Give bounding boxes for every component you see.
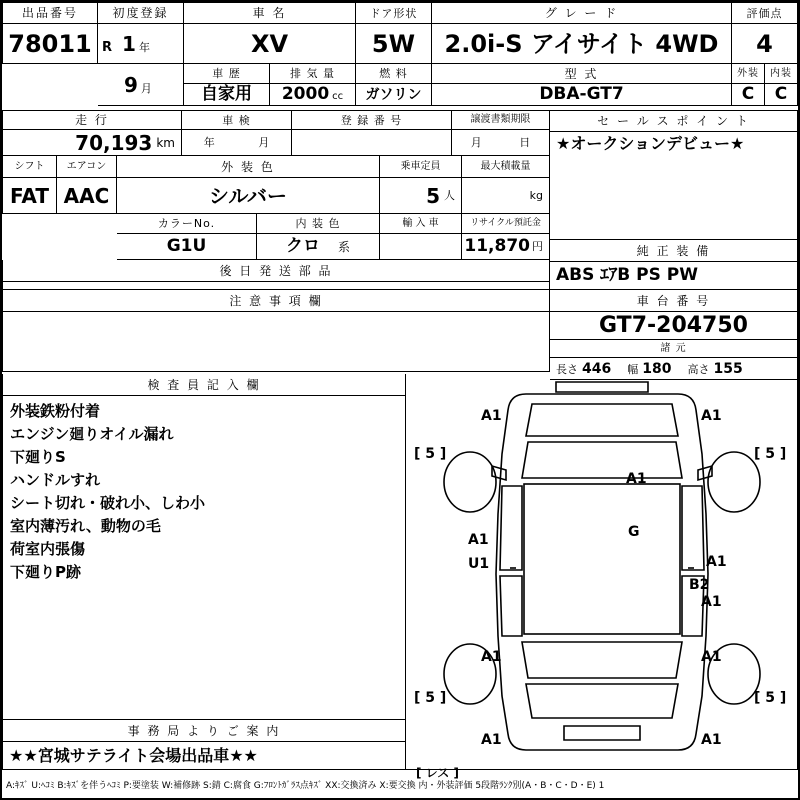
mileage-unit: km [156, 135, 175, 150]
diagram-label-3: [ 5 ] [754, 446, 787, 462]
grade-value: 2.0i-S アイサイト 4WD [444, 29, 719, 58]
model-code-value: DBA-GT7 [539, 84, 624, 104]
office-value-cell [2, 742, 406, 770]
inspector-notes-line-4: シート切れ・破れ小、しわ小 [10, 494, 206, 512]
mileage-value: 70,193 [75, 130, 153, 155]
mileage-label: 走 行 [75, 113, 109, 127]
diagram-label-5: A1 [468, 532, 489, 548]
color-number-value: G1U [166, 236, 207, 256]
inspector-notes-line-3: ハンドルすれ [10, 471, 101, 489]
inspector-notes-line-0: 外装鉄粉付着 [10, 402, 101, 420]
sales-point-label: セ ー ル ス ポ イ ン ト [597, 114, 750, 128]
inspector-notes-line-6: 荷室内張傷 [10, 540, 86, 558]
door-type-label: ドア形状 [369, 6, 418, 20]
interior-color-label-cell [257, 214, 380, 234]
diagram-label-15: A1 [481, 732, 502, 748]
displacement-unit: cc [332, 91, 344, 102]
reg-era: R [102, 39, 113, 55]
equipment-label: 純 正 装 備 [636, 243, 711, 258]
chassis-label: 車 台 番 号 [636, 293, 711, 308]
inspector-notes-line-1: エンジン廻りオイル漏れ [10, 425, 174, 443]
reg-year-unit: 年 [138, 40, 150, 54]
seats-label-cell [380, 156, 462, 178]
shift-label-cell [2, 156, 57, 178]
car-name-label: 車 名 [252, 6, 287, 20]
color-number-label: カラーNo. [157, 217, 216, 230]
diagram-label-2: [ 5 ] [414, 446, 447, 462]
import-label: 輸 入 車 [402, 217, 439, 229]
mileage-value-cell [2, 130, 182, 156]
car-name-label-cell [184, 2, 356, 24]
sales-point-value-cell [550, 132, 798, 240]
shift-value-cell [2, 178, 57, 214]
grade-label: グ レ ー ド [544, 6, 619, 20]
car-damage-diagram [406, 374, 798, 770]
grade-label-cell [432, 2, 732, 24]
color-number-value-cell [117, 234, 257, 260]
diagram-label-7: G [628, 524, 640, 540]
width-label: 幅 [627, 362, 639, 376]
door-type-value: 5W [371, 29, 416, 58]
equipment-value-cell [550, 262, 798, 290]
recycle-label-cell [462, 214, 550, 234]
model-code-label-cell [432, 64, 732, 84]
chassis-value-cell [550, 312, 798, 340]
import-label-cell [380, 214, 462, 234]
seats-label: 乗車定員 [400, 160, 441, 172]
diagram-label-9: B2 [689, 577, 710, 593]
inspector-label: 検 査 員 記 入 欄 [147, 377, 261, 392]
diagram-label-16: A1 [701, 732, 722, 748]
diagram-label-1: A1 [701, 408, 722, 424]
shaken-year-unit: 年 [203, 136, 215, 149]
reg-month-value: 9 [124, 72, 138, 97]
interior-grade-label-cell [765, 64, 798, 84]
later-parts-value-cell [2, 282, 550, 290]
displacement-label: 排 気 量 [290, 67, 335, 80]
interior-color-value-cell [257, 234, 380, 260]
recycle-value-cell [462, 234, 550, 260]
aircon-label-cell [57, 156, 117, 178]
lot-number-label-cell [2, 2, 98, 24]
history-value-cell [184, 84, 270, 106]
interior-color-suffix: 系 [337, 239, 350, 254]
diagram-label-8: A1 [706, 554, 727, 570]
length-value: 446 [582, 360, 612, 377]
interior-color-value: クロ [285, 236, 320, 256]
exterior-color-value-cell [117, 178, 380, 214]
score-value: 4 [756, 29, 773, 58]
sales-point-value: ★オークションデビュー★ [556, 134, 745, 153]
transfer-month-unit: 月 [470, 136, 482, 149]
length-label: 長さ [556, 362, 578, 376]
inspector-notes-line-7: 下廻りP跡 [10, 563, 81, 581]
width-value: 180 [642, 360, 672, 377]
fuel-label: 燃 料 [379, 67, 408, 80]
exterior-grade-value-cell [732, 84, 765, 106]
caution-label: 注 意 事 項 欄 [229, 293, 323, 308]
reg-month-cell [98, 64, 184, 106]
aircon-value: AAC [63, 183, 110, 208]
chassis-value: GT7-204750 [599, 312, 748, 338]
model-code-value-cell [432, 84, 732, 106]
office-label: 事 務 局 よ り ご 案 内 [127, 723, 281, 738]
seats-value-cell [380, 178, 462, 214]
lot-number-value: 78011 [8, 29, 92, 58]
office-value: ★★宮城サテライト会場出品車★★ [9, 745, 258, 765]
plate-value-cell [292, 130, 452, 156]
car-name-value: XV [250, 29, 289, 58]
reg-year-value: 1 [122, 31, 136, 56]
interior-grade-label: 内装 [770, 67, 792, 79]
exterior-grade-label: 外装 [737, 67, 759, 79]
inspector-notes-line-2: 下廻りS [10, 448, 66, 466]
first-registration-year-cell [98, 24, 184, 64]
interior-grade-value-cell [765, 84, 798, 106]
caution-label-cell [2, 290, 550, 312]
transfer-deadline-value-cell [452, 130, 550, 156]
history-value: 自家用 [201, 84, 252, 104]
first-registration-label: 初度登録 [112, 6, 169, 20]
inspector-notes-line-5: 室内薄汚れ、動物の毛 [10, 517, 161, 535]
displacement-value: 2000 [281, 84, 330, 104]
max-load-unit: kg [529, 189, 543, 202]
transfer-day-unit: 日 [519, 136, 531, 149]
height-label: 高さ [687, 362, 710, 376]
seats-value: 5 [426, 183, 440, 208]
later-parts-label-cell [2, 260, 550, 282]
exterior-color-label-cell [117, 156, 380, 178]
transfer-deadline-label: 譲渡書類期限 [470, 114, 531, 125]
diagram-label-6: U1 [468, 556, 490, 572]
dimensions-label: 諸 元 [660, 342, 687, 354]
office-label-cell [2, 720, 406, 742]
door-type-label-cell [356, 2, 432, 24]
history-label: 車 歴 [212, 67, 241, 80]
lot-number-label: 出品番号 [21, 6, 78, 20]
interior-grade-value: C [774, 84, 788, 104]
grade-value-cell [432, 24, 732, 64]
reg-month-unit: 月 [140, 81, 152, 95]
caution-value-cell [2, 312, 550, 372]
transfer-deadline-label-cell [452, 110, 550, 130]
recycle-label: リサイクル預託金 [470, 218, 541, 228]
score-label-cell [732, 2, 798, 24]
legend-text: A:ｷｽﾞ U:ﾍｺﾐ B:ｷｽﾞを伴うﾍｺﾐ P:要塗装 W:補修跡 S:錆 C:腐食 G:ﾌﾛﾝﾄｶﾞﾗｽ点ｷｽﾞ XX:交換済み X:要交換 内・外装評価 5段階ﾗﾝｸ別(A・B・C・D・E) 1 [6, 781, 605, 791]
chassis-label-cell [550, 290, 798, 312]
score-label: 評価点 [746, 6, 783, 20]
door-type-value-cell [356, 24, 432, 64]
displacement-label-cell [270, 64, 356, 84]
fuel-value-cell [356, 84, 432, 106]
diagram-label-13: [ 5 ] [414, 690, 447, 706]
diagram-label-17: [ レス ] [416, 766, 459, 780]
shaken-value-cell [182, 130, 292, 156]
lot-number-value-cell [2, 24, 98, 64]
model-code-label: 型 式 [564, 66, 599, 81]
score-value-cell [732, 24, 798, 64]
shaken-month-unit: 月 [258, 136, 270, 149]
later-parts-label: 後 日 発 送 部 品 [219, 263, 333, 278]
dimensions-label-cell [550, 340, 798, 358]
diagram-label-0: A1 [481, 408, 502, 424]
aircon-value-cell [57, 178, 117, 214]
max-load-value-cell [462, 178, 550, 214]
exterior-color-label: 外 装 色 [221, 159, 275, 174]
diagram-label-11: A1 [481, 649, 502, 665]
recycle-unit: 円 [532, 240, 543, 253]
exterior-color-value: シルバー [208, 183, 288, 208]
diagram-label-10: A1 [701, 594, 722, 610]
aircon-label: エアコン [66, 160, 107, 172]
shift-value: FAT [10, 183, 49, 208]
plate-label-cell [292, 110, 452, 130]
shaken-label: 車 検 [222, 113, 251, 127]
max-load-label-cell [462, 156, 550, 178]
sales-point-label-cell [550, 110, 798, 132]
recycle-value: 11,870 [464, 236, 530, 256]
height-value: 155 [713, 360, 743, 377]
inspector-label-cell [2, 374, 406, 396]
diagram-label-12: A1 [701, 649, 722, 665]
shift-label: シフト [14, 160, 45, 172]
car-name-value-cell [184, 24, 356, 64]
exterior-grade-value: C [741, 84, 755, 104]
seats-unit: 人 [444, 189, 455, 202]
max-load-label: 最大積載量 [480, 160, 531, 172]
equipment-value: ABS ｴｱB PS PW [556, 265, 698, 285]
exterior-grade-label-cell [732, 64, 765, 84]
fuel-value: ガソリン [365, 86, 422, 103]
import-value-cell [380, 234, 462, 260]
plate-label: 登 録 番 号 [340, 113, 403, 127]
diagram-label-14: [ 5 ] [754, 690, 787, 706]
fuel-label-cell [356, 64, 432, 84]
equipment-label-cell [550, 240, 798, 262]
displacement-value-cell [270, 84, 356, 106]
first-registration-label-cell [98, 2, 184, 24]
history-label-cell [184, 64, 270, 84]
mileage-label-cell [2, 110, 182, 130]
shaken-label-cell [182, 110, 292, 130]
diagram-label-4: A1 [626, 471, 647, 487]
color-number-label-cell [117, 214, 257, 234]
interior-color-label: 内 装 色 [295, 217, 341, 230]
